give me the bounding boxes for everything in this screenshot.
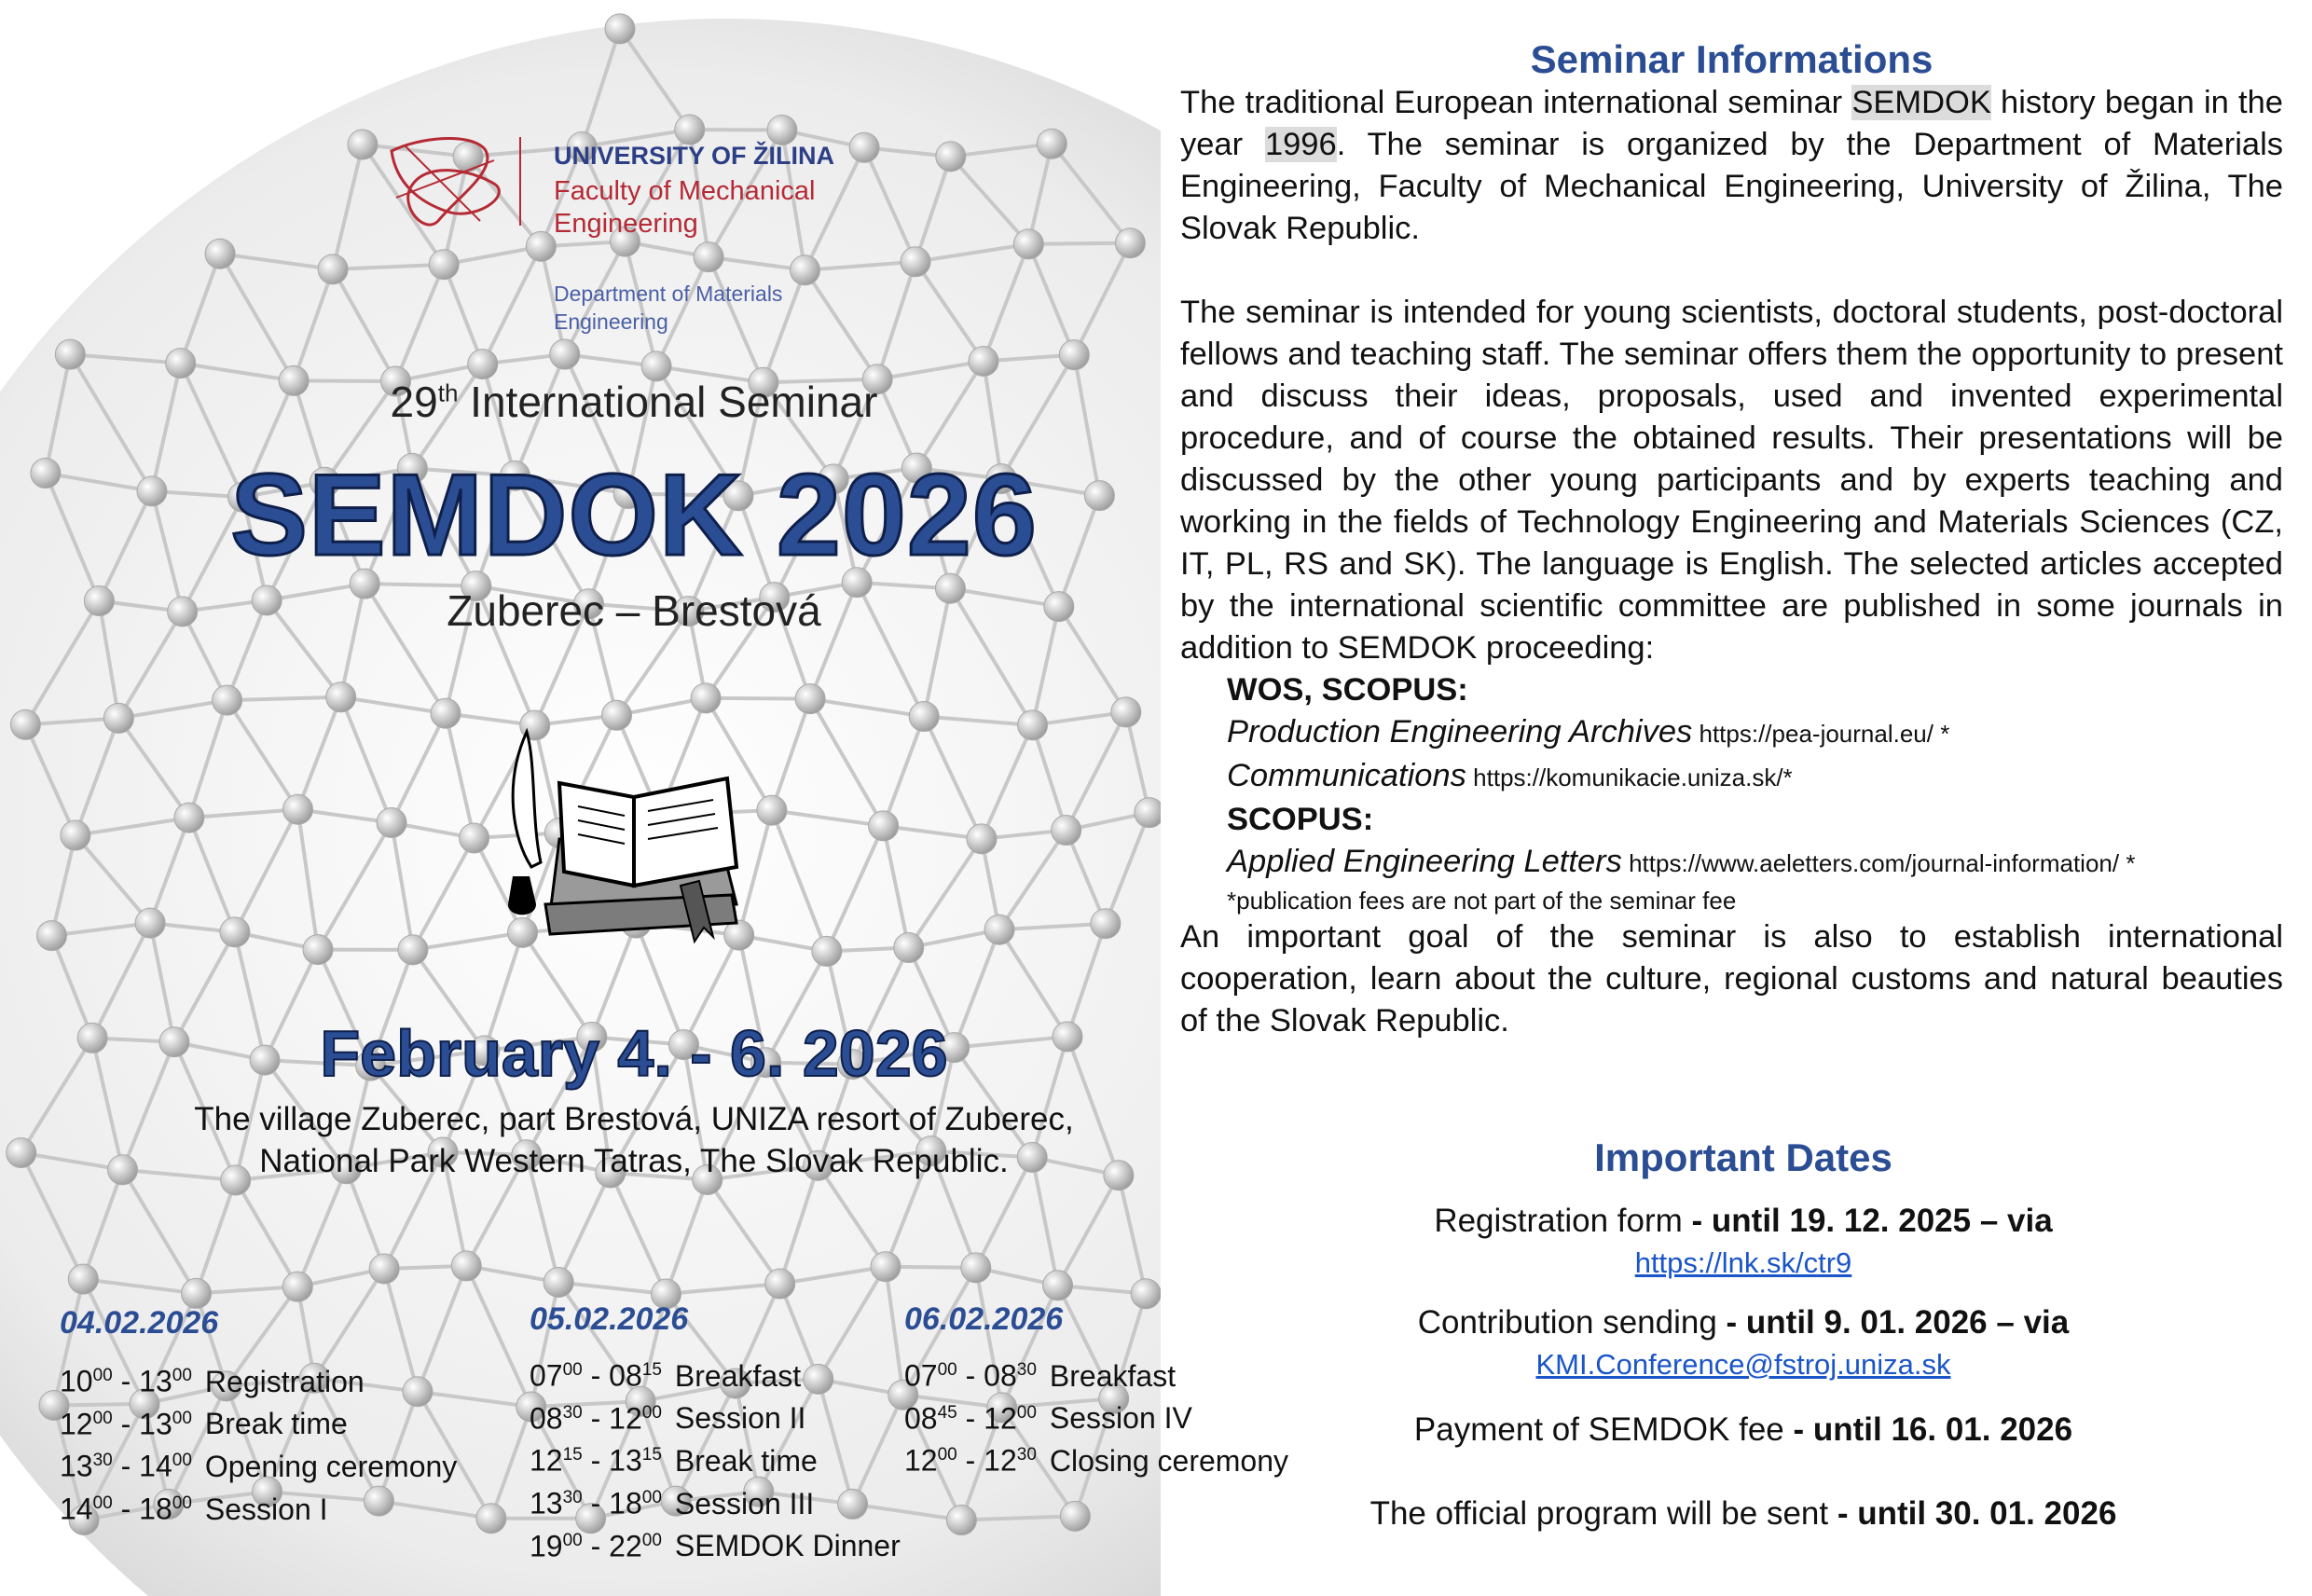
journal-1-url: https://pea-journal.eu/ * bbox=[1692, 720, 1950, 748]
journal-3-url: https://www.aeletters.com/journal-information/ * bbox=[1621, 849, 2136, 877]
start-hour: 12 bbox=[60, 1407, 93, 1441]
journal-1-name: Production Engineering Archives bbox=[1227, 714, 1693, 750]
p1-part-a: The traditional European international seminar bbox=[1180, 85, 1852, 120]
end-hour: 08 bbox=[609, 1358, 642, 1393]
end-hour: 13 bbox=[609, 1443, 642, 1478]
start-hour: 08 bbox=[904, 1401, 938, 1436]
schedule-label: Session II bbox=[674, 1401, 806, 1436]
schedule-label: Break time bbox=[204, 1407, 348, 1441]
important-dates bbox=[1277, 1135, 2209, 1534]
schedule-label: Session IV bbox=[1049, 1401, 1192, 1436]
start-minute: 00 bbox=[937, 1445, 957, 1465]
start-hour: 10 bbox=[60, 1364, 93, 1398]
program-label: The official program will be sent bbox=[1369, 1495, 1837, 1532]
schedule-label: Registration bbox=[204, 1364, 365, 1398]
venue bbox=[0, 1098, 1161, 1182]
info-heading: Seminar Informations bbox=[1530, 37, 1934, 81]
day1-schedule bbox=[60, 1357, 457, 1528]
end-minute: 30 bbox=[1016, 1360, 1037, 1380]
end-hour: 14 bbox=[139, 1449, 172, 1483]
start-hour: 13 bbox=[530, 1486, 563, 1520]
schedule-label: Session I bbox=[204, 1492, 328, 1526]
contribution-label: Contribution sending bbox=[1417, 1304, 1727, 1341]
start-minute: 00 bbox=[92, 1493, 113, 1513]
end-hour: 12 bbox=[609, 1401, 642, 1436]
end-minute: 00 bbox=[641, 1402, 662, 1423]
wos-label: WOS, SCOPUS: bbox=[1227, 672, 1468, 708]
journal-2 bbox=[1227, 755, 2283, 799]
journal-1 bbox=[1227, 711, 2283, 755]
schedule-row: $12^{00} - 12^{30}$ Closing ceremony bbox=[904, 1443, 1289, 1478]
journal-3 bbox=[1227, 841, 2283, 885]
fee-label: Payment of SEMDOK fee bbox=[1413, 1411, 1794, 1448]
start-hour: 12 bbox=[530, 1443, 563, 1478]
info-paragraph-2: The seminar is intended for young scientists, doctoral students, post-doctoral fellows and teaching staff. The seminar offers them the opportunity to present and discuss their ideas, proposals, used and invented experimental procedure, and of course the obtained results. Their presentations will be discussed by the other young participants and by experts teaching and working in the fields of Technology Engineering and Materials Sciences (CZ, IT, PL, RS and SK). The language is English. The selected articles accepted by the international scientific committee are published in some journals in addition to SEMDOK proceeding: bbox=[1180, 295, 2283, 666]
schedule-row: $19^{00} - 22^{00}$ SEMDOK Dinner bbox=[530, 1529, 901, 1563]
faculty-name bbox=[554, 175, 815, 241]
info-paragraph-1 bbox=[1180, 82, 2283, 250]
page-title: SEMDOK 2026 bbox=[230, 451, 1038, 580]
seminar-date: February 4. - 6. 2026 bbox=[320, 1017, 948, 1090]
end-hour: 13 bbox=[139, 1364, 172, 1398]
end-hour: 22 bbox=[609, 1529, 642, 1563]
end-minute: 00 bbox=[172, 1366, 192, 1385]
contribution-email-link[interactable]: KMI.Conference@fstroj.uniza.sk bbox=[1535, 1348, 1951, 1381]
fee-row bbox=[1277, 1410, 2209, 1451]
journal-2-name: Communications bbox=[1227, 758, 1466, 793]
end-minute: 00 bbox=[641, 1487, 662, 1507]
p1-highlight-semdok: SEMDOK bbox=[1851, 85, 1991, 120]
schedule-row: $08^{30} - 12^{00}$ Session II bbox=[530, 1401, 806, 1436]
start-minute: 30 bbox=[562, 1487, 583, 1507]
info-paragraph-3: An important goal of the seminar is also to establish international cooperation, learn about the culture, regional customs and natural beauties of the Slovak Republic. bbox=[1180, 919, 2283, 1039]
schedule-row: $12^{00} - 13^{00}$ Break time bbox=[60, 1407, 348, 1441]
end-minute: 00 bbox=[641, 1530, 662, 1550]
journal-3-name: Applied Engineering Letters bbox=[1227, 844, 1622, 879]
end-hour: 08 bbox=[984, 1358, 1017, 1393]
start-hour: 07 bbox=[530, 1358, 563, 1393]
subtitle-text: International Seminar bbox=[458, 378, 878, 426]
end-minute: 15 bbox=[641, 1445, 662, 1465]
schedule-label: Breakfast bbox=[674, 1358, 802, 1393]
seminar-subtitle bbox=[0, 377, 1161, 427]
schedule-label: Closing ceremony bbox=[1049, 1443, 1289, 1478]
subtitle-number: 29 bbox=[390, 378, 438, 426]
start-minute: 00 bbox=[92, 1408, 113, 1428]
p1-part-b: history began in the year bbox=[1180, 85, 2283, 162]
schedule-label: SEMDOK Dinner bbox=[674, 1529, 901, 1563]
schedule-row: $08^{45} - 12^{00}$ Session IV bbox=[904, 1401, 1192, 1436]
start-minute: 45 bbox=[937, 1402, 957, 1423]
end-minute: 00 bbox=[1016, 1402, 1037, 1423]
seminar-info bbox=[1180, 37, 2283, 1042]
p1-highlight-year: 1996 bbox=[1264, 127, 1337, 162]
day3-schedule bbox=[904, 1352, 1288, 1479]
program-row bbox=[1277, 1493, 2209, 1534]
end-minute: 15 bbox=[641, 1360, 662, 1380]
end-minute: 30 bbox=[1016, 1445, 1037, 1465]
venue-line2: National Park Western Tatras, The Slovak Republic. bbox=[259, 1143, 1009, 1179]
venue-line1: The village Zuberec, part Brestová, UNIZA resort of Zuberec, bbox=[194, 1101, 1074, 1137]
start-minute: 00 bbox=[562, 1360, 583, 1380]
university-logo-icon bbox=[382, 132, 522, 235]
start-minute: 00 bbox=[937, 1360, 957, 1380]
dates-heading: Important Dates bbox=[1594, 1135, 1892, 1179]
start-minute: 30 bbox=[562, 1402, 583, 1423]
registration-row bbox=[1277, 1201, 2209, 1242]
schedule-row: $07^{00} - 08^{15}$ Breakfast bbox=[530, 1358, 802, 1393]
p1-part-c: . The seminar is organized by the Department of Materials Engineering, Faculty of Mechanical Engineering, University of Žilina, The Slovak Republic. bbox=[1180, 127, 2283, 246]
department-line2: Engineering bbox=[554, 310, 668, 334]
start-hour: 19 bbox=[530, 1529, 563, 1563]
schedule-row: $10^{00} - 13^{00}$ Registration bbox=[60, 1364, 365, 1398]
fee-note: *publication fees are not part of the seminar fee bbox=[1227, 887, 1737, 915]
day3-date: 06.02.2026 bbox=[904, 1301, 1064, 1337]
end-hour: 13 bbox=[139, 1407, 172, 1441]
start-hour: 12 bbox=[904, 1443, 938, 1478]
start-minute: 00 bbox=[92, 1366, 113, 1385]
schedule-row: $07^{00} - 08^{30}$ Breakfast bbox=[904, 1358, 1177, 1393]
department-line1: Department of Materials bbox=[554, 282, 783, 306]
registration-deadline: - until 19. 12. 2025 – via bbox=[1691, 1203, 2053, 1239]
start-minute: 00 bbox=[562, 1530, 583, 1550]
schedule-row: $14^{00} - 18^{00}$ Session I bbox=[60, 1492, 328, 1526]
faculty-line1: Faculty of Mechanical bbox=[554, 176, 816, 206]
scopus-label: SCOPUS: bbox=[1227, 802, 1374, 837]
start-hour: 08 bbox=[530, 1401, 563, 1436]
contribution-row bbox=[1277, 1302, 2209, 1343]
schedule-label: Opening ceremony bbox=[204, 1449, 458, 1483]
end-hour: 12 bbox=[984, 1401, 1017, 1436]
schedule-row: $13^{30} - 18^{00}$ Session III bbox=[530, 1486, 815, 1520]
university-name: UNIVERSITY OF ŽILINA bbox=[554, 142, 835, 170]
end-minute: 00 bbox=[172, 1408, 192, 1428]
start-hour: 07 bbox=[904, 1358, 938, 1393]
schedule-row: $12^{15} - 13^{15}$ Break time bbox=[530, 1443, 818, 1478]
registration-label: Registration form bbox=[1434, 1203, 1692, 1239]
start-minute: 30 bbox=[92, 1451, 113, 1471]
day1-date: 04.02.2026 bbox=[60, 1305, 219, 1341]
start-hour: 13 bbox=[60, 1449, 93, 1483]
start-minute: 15 bbox=[562, 1445, 583, 1465]
program-deadline: - until 30. 01. 2026 bbox=[1837, 1495, 2117, 1532]
subtitle-sup: th bbox=[437, 378, 459, 407]
schedule-row: $13^{30} - 14^{00}$ Opening ceremony bbox=[60, 1449, 458, 1483]
schedule-label: Session III bbox=[674, 1486, 815, 1520]
department-name bbox=[554, 280, 782, 336]
journal-2-url: https://komunikacie.uniza.sk/* bbox=[1466, 764, 1793, 791]
day2-schedule bbox=[530, 1352, 901, 1564]
day2-date: 05.02.2026 bbox=[530, 1301, 689, 1337]
fee-deadline: - until 16. 01. 2026 bbox=[1793, 1411, 2073, 1448]
start-hour: 14 bbox=[60, 1492, 93, 1526]
end-minute: 00 bbox=[172, 1493, 192, 1513]
end-hour: 18 bbox=[139, 1492, 172, 1526]
end-hour: 18 bbox=[609, 1486, 642, 1520]
contribution-deadline: - until 9. 01. 2026 – via bbox=[1726, 1304, 2070, 1341]
seminar-place: Zuberec – Brestová bbox=[447, 586, 821, 635]
faculty-line2: Engineering bbox=[554, 209, 698, 239]
schedule-label: Break time bbox=[674, 1443, 818, 1478]
registration-link[interactable]: https://lnk.sk/ctr9 bbox=[1634, 1246, 1852, 1279]
end-hour: 12 bbox=[984, 1443, 1017, 1478]
end-minute: 00 bbox=[172, 1451, 192, 1471]
schedule-label: Breakfast bbox=[1049, 1358, 1177, 1393]
books-quill-icon bbox=[494, 727, 792, 951]
